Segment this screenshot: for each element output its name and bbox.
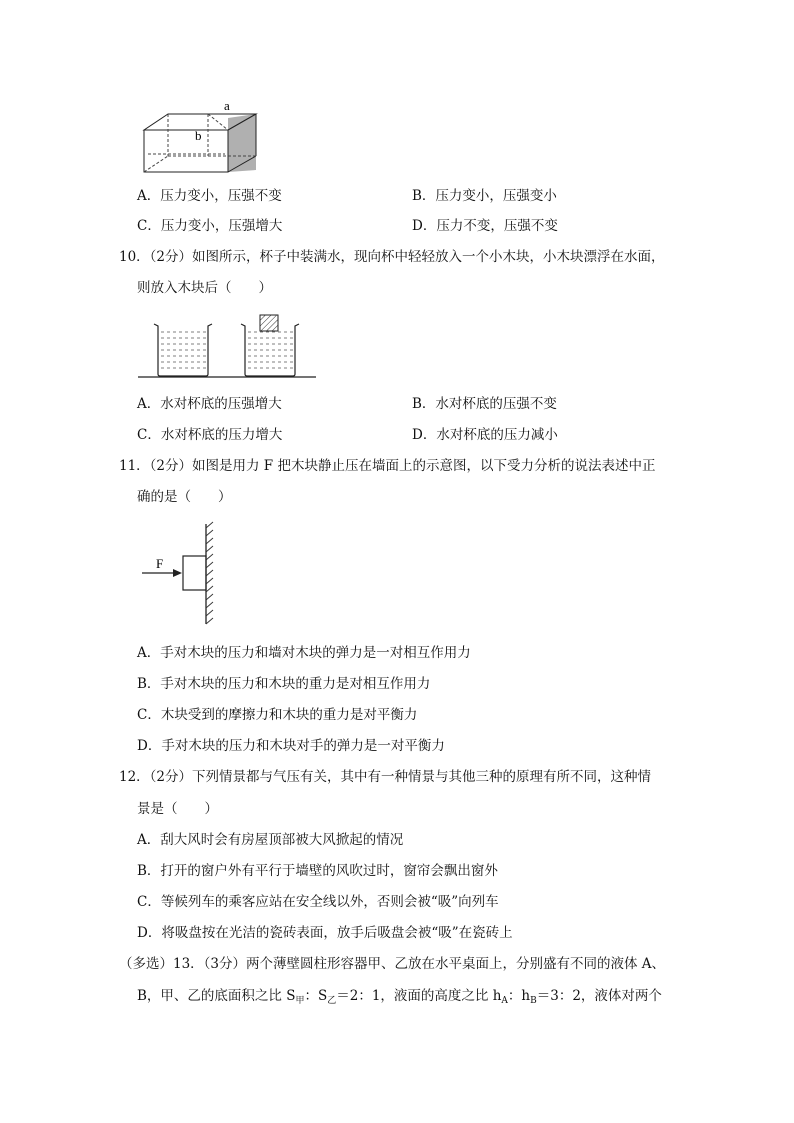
q12-stem-line1: 12．（2分）下列情景都与气压有关，其中有一种情景与其他三种的原理有所不同，这种情 <box>119 769 652 785</box>
q13-line2 <box>137 987 662 1010</box>
block <box>183 556 206 590</box>
q12-option-c: C．等候列车的乘客应站在安全线以外，否则会被“吸”向列车 <box>137 894 499 910</box>
q9-option-c: C．压力变小，压强增大 <box>137 218 283 234</box>
q11-wall-figure <box>140 520 230 630</box>
q9-option-a: A．压力变小，压强不变 <box>137 188 282 204</box>
q13-sub-jia: 甲 <box>295 996 305 1006</box>
q13-sub-yi: 乙 <box>327 996 337 1006</box>
q12-stem-line2: 景是（ ） <box>137 801 218 817</box>
q13-sub-a: A <box>501 996 508 1006</box>
q13-sub-b: B <box>530 996 537 1006</box>
q9-option-b: B．压力变小，压强变小 <box>412 188 557 204</box>
q9-option-d: D．压力不变，压强不变 <box>412 218 558 234</box>
q13-line1: （多选）13．（3分）两个薄壁圆柱形容器甲、乙放在水平桌面上，分别盛有不同的液体 A、 <box>119 956 666 972</box>
wood-block <box>260 315 278 331</box>
q11-option-d: D．手对木块的压力和木块对手的弹力是一对平衡力 <box>137 738 445 754</box>
q11-option-a: A．手对木块的压力和墙对木块的弹力是一对相互作用力 <box>137 645 471 661</box>
q10-stem-line1: 10．（2分）如图所示，杯子中装满水，现向杯中轻轻放入一个小木块，小木块漂浮在水面， <box>119 249 665 265</box>
q13-text-1: B，甲、乙的底面积之比 S <box>137 988 296 1004</box>
q9-box-figure <box>140 98 260 178</box>
q11-force-label: F <box>156 556 164 571</box>
q11-option-c: C．木块受到的摩擦力和木块的重力是对平衡力 <box>137 707 418 723</box>
q10-option-c: C．水对杯底的压力增大 <box>137 427 283 443</box>
q13-text-2: ：S <box>304 988 328 1004</box>
q9-label-a: a <box>224 98 230 113</box>
q12-option-a: A．刮大风时会有房屋顶部被大风掀起的情况 <box>137 832 404 848</box>
q13-text-5: ＝3：2，液体对两个 <box>536 988 662 1004</box>
q11-option-b: B．手对木块的压力和木块的重力是对相互作用力 <box>137 676 431 692</box>
q10-option-a: A．水对杯底的压强增大 <box>137 396 282 412</box>
q10-stem-line2: 则放入木块后（ ） <box>137 280 272 296</box>
q11-stem-line2: 确的是（ ） <box>137 489 232 505</box>
q11-stem-line1: 11．（2分）如图是用力 F 把木块静止压在墙面上的示意图，以下受力分析的说法表述中正 <box>119 458 656 474</box>
q12-option-b: B．打开的窗户外有平行于墙壁的风吹过时，窗帘会飘出窗外 <box>137 863 498 879</box>
q13-text-4: ：h <box>507 988 531 1004</box>
q10-option-d: D．水对杯底的压力减小 <box>412 427 558 443</box>
q10-cups-figure <box>138 312 318 382</box>
q12-option-d: D．将吸盘按在光洁的瓷砖表面，放手后吸盘会被“吸”在瓷砖上 <box>137 925 513 941</box>
q9-label-b: b <box>195 128 202 143</box>
q10-option-b: B．水对杯底的压强不变 <box>412 396 557 412</box>
q13-text-3: ＝2：1，液面的高度之比 h <box>336 988 502 1004</box>
